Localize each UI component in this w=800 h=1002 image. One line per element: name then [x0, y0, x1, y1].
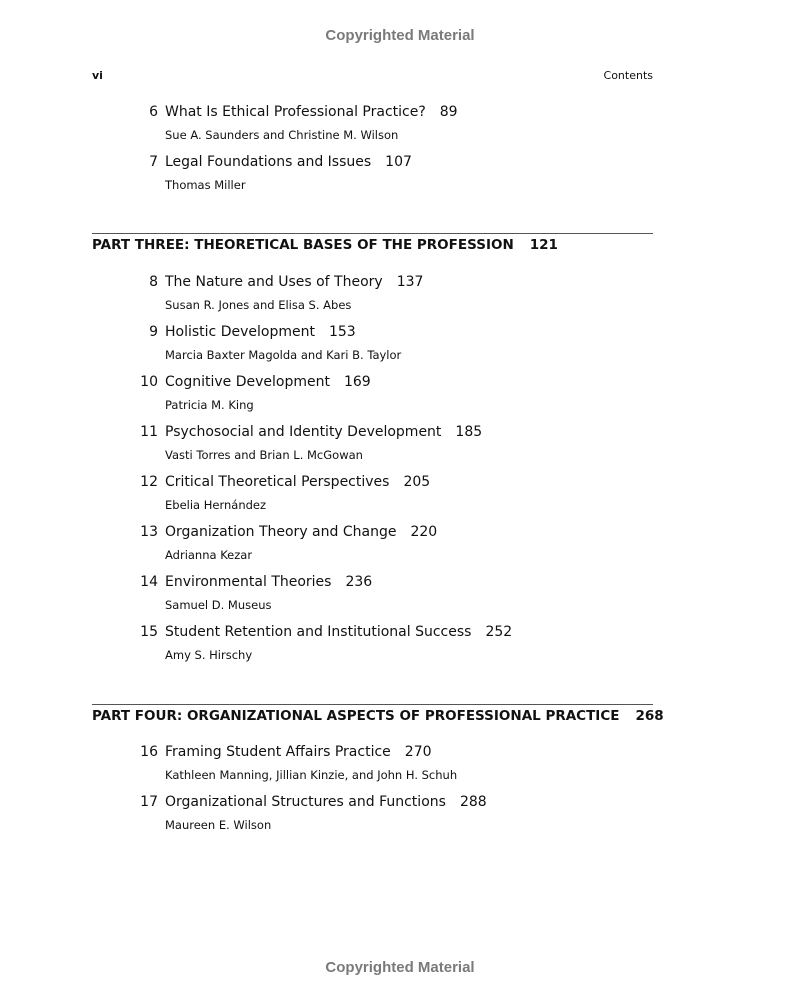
chapter-authors: Maureen E. Wilson [165, 818, 272, 832]
chapter-page: 236 [345, 574, 373, 590]
chapter-title [165, 154, 412, 170]
chapter-page: 137 [396, 274, 424, 290]
page-folio: vi [92, 69, 103, 82]
chapter-title-text: Organization Theory and Change [165, 524, 397, 540]
chapter-title-text: Holistic Development [165, 324, 315, 340]
chapter-number: 12 [140, 474, 158, 490]
chapter-title [165, 374, 371, 390]
chapter-number: 11 [140, 424, 158, 440]
chapter-title [165, 794, 487, 810]
chapter-title-text: Environmental Theories [165, 574, 332, 590]
chapter-number: 15 [140, 624, 158, 640]
chapter-title [165, 474, 430, 490]
part-divider [92, 704, 653, 705]
chapter-page: 205 [403, 474, 431, 490]
chapter-title-text: Legal Foundations and Issues [165, 154, 372, 170]
part-heading [92, 237, 558, 253]
chapter-authors: Ebelia Hernández [165, 498, 267, 512]
chapter-number: 9 [149, 324, 158, 340]
chapter-page: 107 [385, 154, 412, 170]
chapter-page: 169 [343, 374, 371, 390]
chapter-number: 13 [140, 524, 158, 540]
chapter-title [165, 624, 512, 640]
part-title: PART THREE: THEORETICAL BASES OF THE PROFESSION [92, 237, 514, 253]
running-head: Contents [603, 69, 653, 82]
chapter-authors: Thomas Miller [165, 178, 246, 192]
chapter-title-text: Framing Student Affairs Practice [165, 744, 391, 760]
part-title: PART FOUR: ORGANIZATIONAL ASPECTS OF PROFESSIONAL PRACTICE [92, 708, 620, 724]
chapter-authors: Amy S. Hirschy [165, 648, 253, 662]
chapter-title-text: Cognitive Development [165, 374, 330, 390]
chapter-title [165, 424, 482, 440]
chapter-title [165, 104, 458, 120]
chapter-authors: Vasti Torres and Brian L. McGowan [165, 448, 363, 462]
chapter-page: 89 [439, 104, 458, 120]
part-page: 268 [635, 708, 664, 724]
chapter-title [165, 274, 423, 290]
chapter-title-text: Psychosocial and Identity Development [165, 424, 442, 440]
chapter-number: 16 [140, 744, 158, 760]
chapter-page: 270 [404, 744, 432, 760]
chapter-number: 10 [140, 374, 158, 390]
part-divider [92, 233, 653, 234]
chapter-authors: Susan R. Jones and Elisa S. Abes [165, 298, 352, 312]
chapter-title-text: The Nature and Uses of Theory [165, 274, 383, 290]
part-page: 121 [529, 237, 558, 253]
part-heading [92, 708, 664, 724]
chapter-authors: Patricia M. King [165, 398, 254, 412]
chapter-page: 185 [455, 424, 483, 440]
chapter-page: 288 [459, 794, 487, 810]
chapter-authors: Samuel D. Museus [165, 598, 272, 612]
chapter-number: 6 [149, 104, 158, 120]
chapter-title-text: Organizational Structures and Functions [165, 794, 446, 810]
chapter-authors: Kathleen Manning, Jillian Kinzie, and John H. Schuh [165, 768, 458, 782]
copyright-watermark-bottom: Copyrighted Material [325, 959, 475, 976]
chapter-title-text: What Is Ethical Professional Practice? [165, 104, 426, 120]
chapter-page: 153 [328, 324, 356, 340]
chapter-title [165, 324, 356, 340]
chapter-page: 220 [410, 524, 438, 540]
chapter-title-text: Critical Theoretical Perspectives [165, 474, 390, 490]
chapter-authors: Adrianna Kezar [165, 548, 253, 562]
chapter-number: 8 [149, 274, 158, 290]
chapter-title [165, 744, 432, 760]
chapter-authors: Marcia Baxter Magolda and Kari B. Taylor [165, 348, 402, 362]
chapter-number: 14 [140, 574, 158, 590]
chapter-authors: Sue A. Saunders and Christine M. Wilson [165, 128, 399, 142]
copyright-watermark-top: Copyrighted Material [325, 27, 475, 44]
chapter-title [165, 524, 437, 540]
chapter-page: 252 [485, 624, 513, 640]
chapter-number: 7 [149, 154, 158, 170]
chapter-title-text: Student Retention and Institutional Success [165, 624, 472, 640]
chapter-title [165, 574, 372, 590]
chapter-number: 17 [140, 794, 158, 810]
